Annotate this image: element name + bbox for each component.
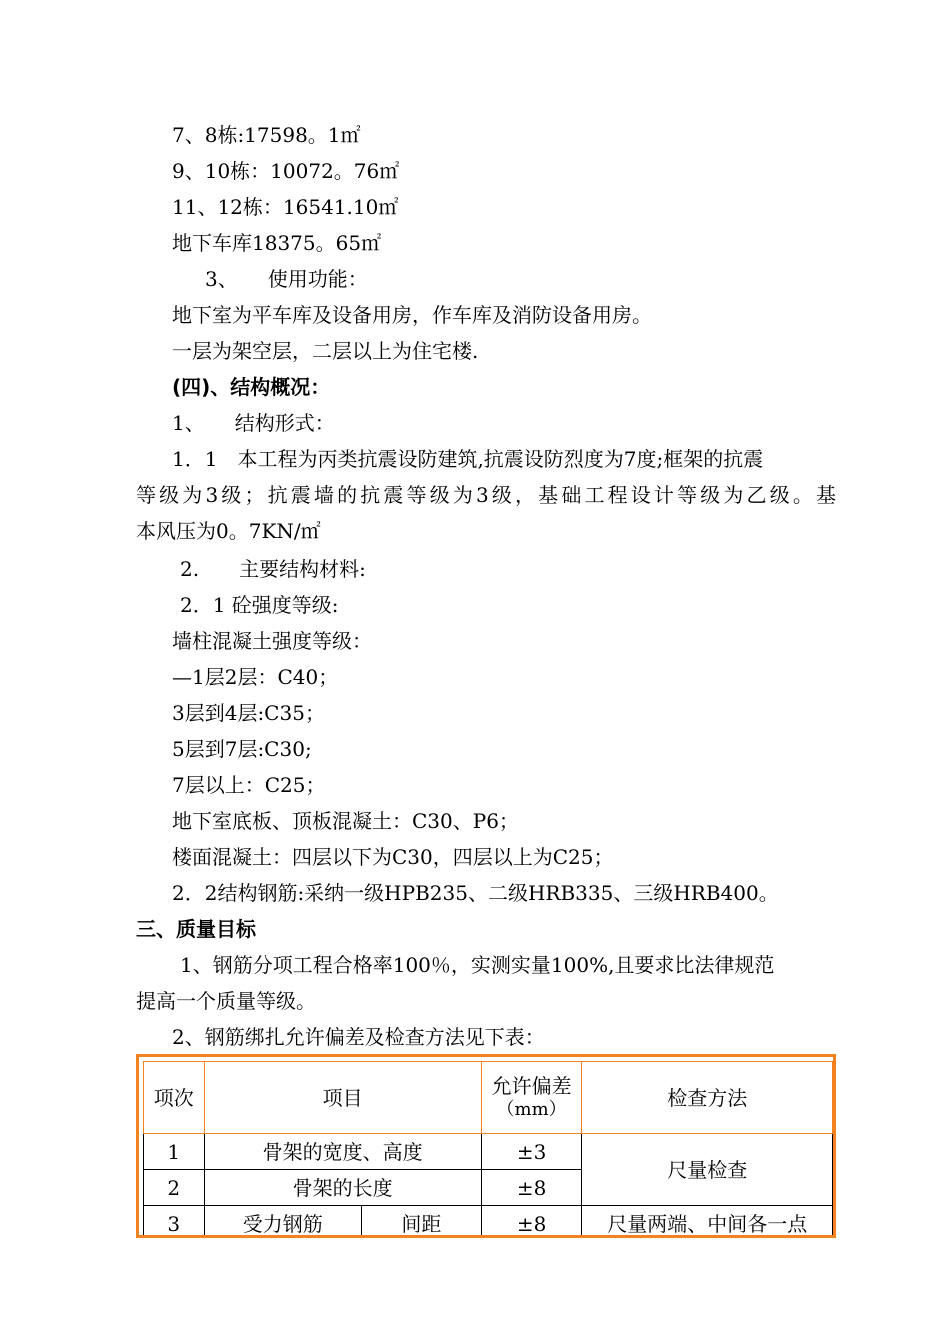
text-line: 等级为3级；抗震墙的抗震等级为3级，基础工程设计等级为乙级。基 — [136, 483, 836, 507]
text-line: 1．1 本工程为丙类抗震设防建筑,抗震设防烈度为7度;框架的抗震 — [172, 447, 764, 471]
header-deviation-line1: 允许偏差 — [491, 1073, 572, 1098]
text-line: 地下室为平车库及设备用房，作车库及消防设备用房。 — [172, 303, 652, 327]
cell-deviation: ±3 — [481, 1134, 582, 1170]
text-line: 3层到4层:C35； — [172, 701, 325, 725]
text-line: 墙柱混凝土强度等级： — [172, 629, 372, 653]
cell-deviation: ±8 — [481, 1170, 582, 1206]
header-cell-item: 项目 — [204, 1062, 481, 1134]
text-line: 本风压为0。7KN/㎡ — [136, 519, 321, 543]
header-cell-num: 项次 — [144, 1062, 205, 1134]
text-line: 提高一个质量等级。 — [136, 989, 316, 1013]
text-line: 5层到7层:C30; — [172, 737, 312, 761]
table-row — [144, 1134, 833, 1170]
text-line: 2．2结构钢筋:采纳一级HPB235、二级HRB335、三级HRB400。 — [172, 881, 779, 905]
cell-deviation: ±8 — [481, 1206, 582, 1239]
header-cell-method: 检查方法 — [582, 1062, 833, 1134]
cell-num: 2 — [144, 1170, 205, 1206]
cell-method: 尺量检查 — [582, 1134, 833, 1206]
cell-method: 尺量两端、中间各一点 — [582, 1206, 833, 1239]
text-line: 7层以上：C25； — [172, 773, 326, 797]
text-line: 1、 结构形式： — [172, 411, 335, 435]
text-line: 9、10栋：10072。76㎡ — [172, 159, 400, 183]
text-line: 7、8栋:17598。1㎡ — [172, 123, 361, 147]
cell-num: 1 — [144, 1134, 205, 1170]
text-line: 11、12栋：16541.10㎡ — [172, 195, 399, 219]
text-line: 楼面混凝土：四层以下为C30，四层以上为C25； — [172, 845, 614, 869]
table-header-row — [144, 1062, 833, 1134]
section-heading: (四)、结构概况： — [172, 375, 331, 399]
text-line: 地下车库18375。65㎡ — [172, 231, 382, 255]
text-line: 3、 使用功能： — [205, 267, 368, 291]
text-line: 1、钢筋分项工程合格率100％，实测实量100%,且要求比法律规范 — [180, 953, 775, 977]
text-line: —1层2层：C40； — [172, 665, 339, 689]
tolerance-table — [143, 1061, 833, 1238]
cell-subitem: 间距 — [361, 1206, 481, 1239]
cell-item: 骨架的宽度、高度 — [204, 1134, 481, 1170]
section-heading: 三、质量目标 — [136, 917, 256, 941]
text-line: 地下室底板、顶板混凝土：C30、P6； — [172, 809, 519, 833]
table-row — [144, 1206, 833, 1239]
header-cell-deviation — [481, 1062, 582, 1134]
cell-item: 骨架的长度 — [204, 1170, 481, 1206]
text-line: 2、钢筋绑扎允许偏差及检查方法见下表： — [172, 1025, 545, 1049]
cell-num: 3 — [144, 1206, 205, 1239]
cell-item: 受力钢筋 — [204, 1206, 361, 1239]
text-line: 2．1 砼强度等级: — [180, 593, 339, 617]
text-line: 2. 主要结构材料: — [180, 557, 366, 581]
text-line: 一层为架空层，二层以上为住宅楼. — [172, 339, 479, 363]
header-deviation-line2: （mm） — [496, 1098, 567, 1120]
tolerance-table-frame — [136, 1054, 836, 1238]
